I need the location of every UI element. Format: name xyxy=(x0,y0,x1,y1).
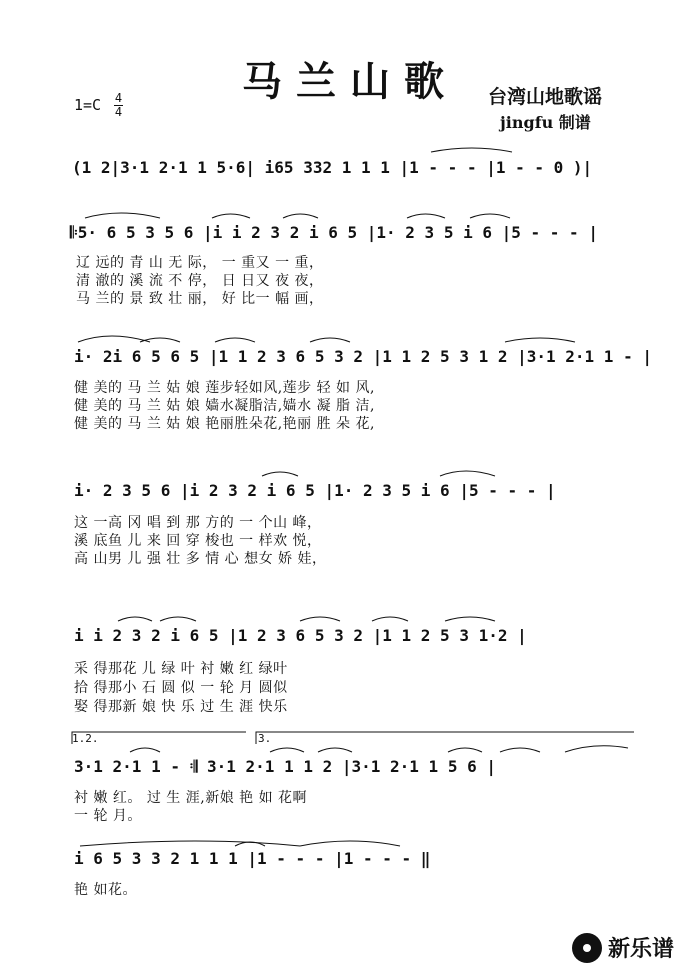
slur xyxy=(212,214,250,218)
slur xyxy=(80,841,300,846)
notation-line-3 xyxy=(0,480,700,502)
lyric-verse-2: 清 澈的 溪 流 不 停， 日 日又 夜 夜， xyxy=(76,273,324,289)
lyric-verse-2: 一 轮 月。 xyxy=(74,808,142,824)
key-signature: 1=C xyxy=(74,96,102,114)
slur xyxy=(235,842,265,846)
record-disc-icon xyxy=(572,933,602,963)
slur xyxy=(407,214,445,218)
logo-text: 新乐谱 xyxy=(608,937,675,962)
slur xyxy=(283,214,318,218)
slur xyxy=(140,338,180,342)
notation-text: i· 2 3 5 6 |i 2 3 2 i 6 5 |1· 2 3 5 i 6 |5 - - - | xyxy=(74,481,556,500)
lyric-verse-2: 溪 底鱼 儿 来 回 穿 梭也 一 样欢 悦， xyxy=(74,533,322,549)
volta-bracket xyxy=(256,732,634,744)
slur xyxy=(440,471,495,476)
slur xyxy=(431,148,512,152)
slur xyxy=(130,748,160,752)
slur xyxy=(300,841,400,846)
slur xyxy=(318,748,352,752)
notation-text: i i 2 3 2 i 6 5 |1 2 3 6 5 3 2 |1 1 2 5 3 1·2 | xyxy=(74,626,527,645)
slur xyxy=(262,472,298,476)
site-logo xyxy=(572,932,674,963)
lyric-verse-3: 娶 得那新 娘 快 乐 过 生 涯 快乐 xyxy=(74,699,288,715)
lyric-verse-1: 衬 嫩 红。 过 生 涯,新娘 艳 如 花啊 xyxy=(74,790,308,806)
slur xyxy=(78,336,150,342)
lyric-verse-1: 采 得那花 儿 绿 叶 衬 嫩 红 绿叶 xyxy=(74,661,288,677)
slur xyxy=(270,748,304,752)
lyric-verse-2: 拾 得那小 石 圆 似 一 轮 月 圆似 xyxy=(74,680,288,696)
slur xyxy=(445,617,495,621)
notation-text: i 6 5 3 3 2 1 1 1 |1 - - - |1 - - - ‖ xyxy=(74,849,431,868)
lyric-verse-1: 艳 如花。 xyxy=(74,882,137,898)
slur xyxy=(118,617,152,621)
lyric-verse-1: 健 美的 马 兰 姑 娘 莲步轻如风,莲步 轻 如 风, xyxy=(74,380,375,396)
meter-bottom: 4 xyxy=(114,105,123,119)
notation-line-6 xyxy=(0,848,700,870)
lyric-verse-1: 辽 远的 青 山 无 际， 一 重又 一 重， xyxy=(76,255,324,271)
slur xyxy=(565,746,628,752)
slur xyxy=(500,748,540,752)
lyric-verse-1: 这 一高 冈 唱 到 那 方的 一 个山 峰， xyxy=(74,515,322,531)
slur xyxy=(470,214,510,218)
notation-line-2 xyxy=(0,346,700,368)
song-title: 马兰山歌 xyxy=(242,58,458,105)
notation-text: 𝄆5· 6 5 3 5 6 |i i 2 3 2 i 6 5 |1· 2 3 5 i 6 |5 - - - | xyxy=(70,223,598,242)
notation-text: i· 2i 6 5 6 5 |1 1 2 3 6 5 3 2 |1 1 2 5 3 1 2 |3·1 2·1 1 - | xyxy=(74,347,652,366)
notation-text: 3·1 2·1 1 - 𝄇 3·1 2·1 1 1 2 |3·1 2·1 1 5 6 | xyxy=(74,757,496,776)
lyric-verse-2: 健 美的 马 兰 姑 娘 嫱水凝脂洁,嫱水 凝 脂 洁, xyxy=(74,398,375,414)
slur xyxy=(505,338,575,342)
lyric-verse-3: 健 美的 马 兰 姑 娘 艳丽胜朵花,艳丽 胜 朵 花, xyxy=(74,416,375,432)
song-origin: 台湾山地歌谣 xyxy=(488,86,603,108)
lyric-verse-3: 马 兰的 景 致 壮 丽， 好 比一 幅 画， xyxy=(76,291,324,307)
volta-2-label: 3. xyxy=(258,732,272,745)
slur xyxy=(160,617,196,621)
slur xyxy=(310,338,350,342)
time-signature xyxy=(114,93,123,118)
meter-top: 4 xyxy=(114,91,123,105)
notation-line-intro xyxy=(0,157,700,179)
slur xyxy=(85,213,160,218)
slur xyxy=(215,338,255,342)
notation-line-1 xyxy=(0,222,700,244)
arranger-credit: jingfu 制谱 xyxy=(500,113,591,132)
volta-1-label: 1.2. xyxy=(72,732,99,745)
notation-text: (1 2|3·1 2·1 1 5·6| i65 332 1 1 1 |1 - - - |1 - - 0 )| xyxy=(72,158,593,177)
slur xyxy=(300,617,340,621)
slur xyxy=(372,617,408,621)
slur xyxy=(448,748,482,752)
notation-line-5 xyxy=(0,756,700,778)
notation-line-4 xyxy=(0,625,700,647)
lyric-verse-3: 高 山男 儿 强 壮 多 情 心 想女 娇 娃， xyxy=(74,551,327,567)
